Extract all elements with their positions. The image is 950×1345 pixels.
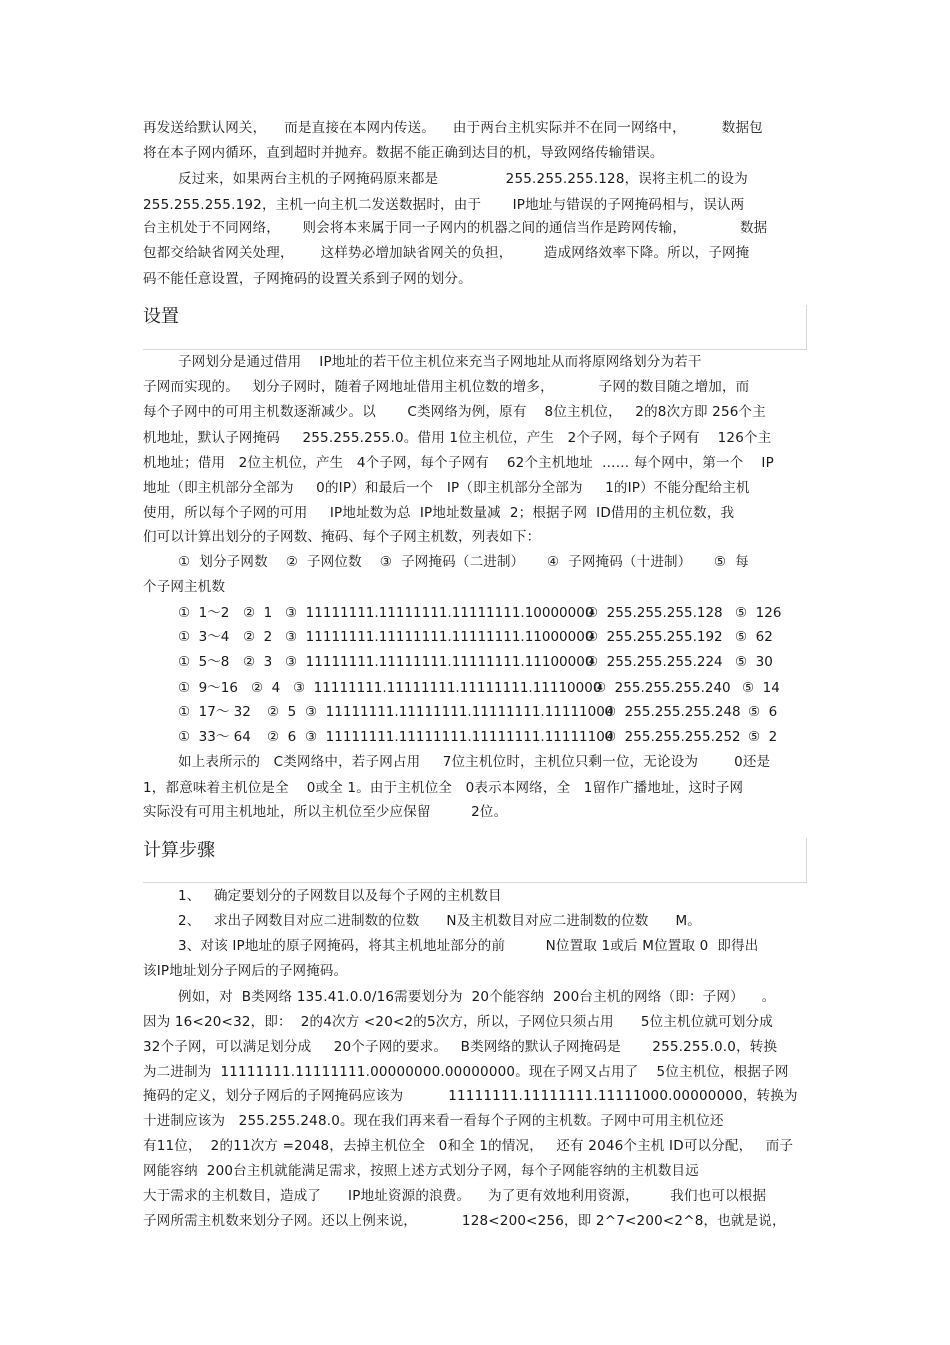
intro-line-7: 码不能任意设置，子网掩码的设置关系到子网的划分。 <box>143 271 472 287</box>
section-title-settings: 设置 <box>143 306 179 327</box>
cell-mask-binary: ③ 11111111.11111111.11111111.11111100 <box>305 729 614 745</box>
cell-hosts: ⑤ 14 <box>742 680 780 696</box>
section1-line-8: 们可以计算出划分的子网数、掩码、每个子网主机数，列表如下： <box>143 529 541 545</box>
section1-line-5: 机地址；借用 2位主机位，产生 4个子网，每个子网有 62个主机地址 …… 每个网中，第一个 IP <box>143 455 774 471</box>
section2-line-12: 网能容纳 200台主机就能满足需求，按照上述方式划分子网，每个子网能容纳的主机数目远 <box>143 1163 699 1179</box>
section1-line-6: 地址（即主机部分全部为 0的IP）和最后一个 IP（即主机部分全部为 1的IP）不能分配给主机 <box>143 480 750 496</box>
cell-mask-decimal: ④ 255.255.255.248 <box>604 704 741 720</box>
cell-bits: ② 3 <box>243 654 273 670</box>
section1-line-9: ① 划分子网数 ② 子网位数 ③ 子网掩码（二进制） ④ 子网掩码（十进制） ⑤ 每 <box>178 554 749 570</box>
section2-line-11: 有11位， 2的11次方 =2048，去掉主机位全 0和全 1的情况， 还有 2046个主机 ID可以分配， 而子 <box>143 1138 794 1154</box>
section2-line-9: 掩码的定义，划分子网后的子网掩码应该为 11111111.11111111.11111000.00000000，转换为 <box>143 1088 798 1104</box>
cell-hosts: ⑤ 62 <box>735 629 773 645</box>
section1-line-2: 子网而实现的。 划分子网时，随着子网地址借用主机位数的增多， 子网的数目随之增加，而 <box>143 379 750 395</box>
section1-line-3: 每个子网中的可用主机数逐渐减少。以 C类网络为例，原有 8位主机位， 2的8次方即 256个主 <box>143 404 766 420</box>
section1-after-3: 实际没有可用主机地址，所以主机位至少应保留 2位。 <box>143 804 508 820</box>
section1-line-10: 个子网主机数 <box>143 579 226 595</box>
section2-line-6: 因为 16<20<32，即： 2的4次方 <20<2的5次方，所以，子网位只须占用 5位主机位就可划分成 <box>143 1014 773 1030</box>
cell-hosts: ⑤ 2 <box>748 729 778 745</box>
section2-line-1: 1、 确定要划分的子网数目以及每个子网的主机数目 <box>178 888 502 904</box>
cell-mask-binary: ③ 11111111.11111111.11111111.11110000 <box>293 680 602 696</box>
cell-bits: ② 6 <box>267 729 297 745</box>
intro-line-3: 反过来，如果两台主机的子网掩码原来都是 255.255.255.128，误将主机二的设为 <box>178 171 748 187</box>
cell-bits: ② 4 <box>251 680 281 696</box>
intro-line-1: 再发送给默认网关， 而是直接在本网内传送。 由于两台主机实际并不在同一网络中， 数据包 <box>143 120 763 136</box>
section1-line-7: 使用，所以每个子网的可用 IP地址数为总 IP地址数量减 2；根据子网 ID借用的主机位数，我 <box>143 505 735 521</box>
cell-bits: ② 2 <box>243 629 273 645</box>
cell-subnets: ① 1～2 <box>178 605 230 621</box>
section2-line-7: 32个子网，可以满足划分成 20个子网的要求。 B类网络的默认子网掩码是 255.255.0.0，转换 <box>143 1039 778 1055</box>
cell-subnets: ① 5～8 <box>178 654 230 670</box>
cell-subnets: ① 33～ 64 <box>178 729 251 745</box>
section1-after-1: 如上表所示的 C类网络中，若子网占用 7位主机位时，主机位只剩一位，无论设为 0还是 <box>178 754 771 770</box>
section2-line-8: 为二进制为 11111111.11111111.00000000.00000000。现在子网又占用了 5位主机位，根据子网 <box>143 1064 789 1080</box>
cell-mask-decimal: ④ 255.255.255.192 <box>586 629 723 645</box>
section2-line-14: 子网所需主机数来划分子网。还以上例来说， 128<200<256，即 2^7<200<2^8，也就是说， <box>143 1213 786 1229</box>
section2-line-13: 大于需求的主机数目，造成了 IP地址资源的浪费。 为了更有效地利用资源， 我们也可以根据 <box>143 1188 767 1204</box>
cell-mask-decimal: ④ 255.255.255.240 <box>594 680 731 696</box>
section-heading-box <box>143 305 807 350</box>
cell-bits: ② 1 <box>243 605 273 621</box>
section2-line-10: 十进制应该为 255.255.248.0。现在我们再来看一看每个子网的主机数。子网中可用主机位还 <box>143 1113 724 1129</box>
cell-mask-binary: ③ 11111111.11111111.11111111.10000000 <box>285 605 594 621</box>
section2-line-3: 3、对该 IP地址的原子网掩码，将其主机地址部分的前 N位置取 1或后 M位置取 0 即得出 <box>178 938 759 954</box>
intro-line-4: 255.255.255.192，主机一向主机二发送数据时，由于 IP地址与错误的子网掩码相与，误认两 <box>143 197 745 213</box>
cell-subnets: ① 17～ 32 <box>178 704 251 720</box>
intro-line-6: 包都交给缺省网关处理， 这样势必增加缺省网关的负担， 造成网络效率下降。所以，子网掩 <box>143 245 750 261</box>
cell-mask-binary: ③ 11111111.11111111.11111111.11100000 <box>285 654 594 670</box>
cell-mask-binary: ③ 11111111.11111111.11111111.11111000 <box>305 704 614 720</box>
intro-line-5: 台主机处于不同网络， 则会将本来属于同一子网内的机器之间的通信当作是跨网传输， 数据 <box>143 220 768 236</box>
section2-line-5: 例如，对 B类网络 135.41.0.0/16需要划分为 20个能容纳 200台主机的网络（即：子网） 。 <box>178 989 776 1005</box>
cell-mask-binary: ③ 11111111.11111111.11111111.11000000 <box>285 629 594 645</box>
section-heading-box <box>143 838 807 883</box>
section1-line-1: 子网划分是通过借用 IP地址的若干位主机位来充当子网地址从而将原网络划分为若干 <box>178 354 702 370</box>
section-title-steps: 计算步骤 <box>143 840 215 861</box>
cell-hosts: ⑤ 126 <box>735 605 782 621</box>
section2-line-4: 该IP地址划分子网后的子网掩码。 <box>143 963 348 979</box>
section2-line-2: 2、 求出子网数目对应二进制数的位数 N及主机数目对应二进制数的位数 M。 <box>178 913 702 929</box>
cell-mask-decimal: ④ 255.255.255.252 <box>604 729 741 745</box>
cell-subnets: ① 3～4 <box>178 629 230 645</box>
cell-mask-decimal: ④ 255.255.255.224 <box>586 654 723 670</box>
intro-line-2: 将在本子网内循环，直到超时并抛弃。数据不能正确到达目的机，导致网络传输错误。 <box>143 145 664 161</box>
cell-hosts: ⑤ 6 <box>748 704 778 720</box>
cell-bits: ② 5 <box>267 704 297 720</box>
cell-subnets: ① 9～16 <box>178 680 238 696</box>
section1-line-4: 机地址，默认子网掩码 255.255.255.0。借用 1位主机位，产生 2个子网，每个子网有 126个主 <box>143 430 772 446</box>
cell-hosts: ⑤ 30 <box>735 654 773 670</box>
section1-after-2: 1，都意味着主机位是全 0或全 1。由于主机位全 0表示本网络，全 1留作广播地址，这时子网 <box>143 780 744 796</box>
cell-mask-decimal: ④ 255.255.255.128 <box>586 605 723 621</box>
